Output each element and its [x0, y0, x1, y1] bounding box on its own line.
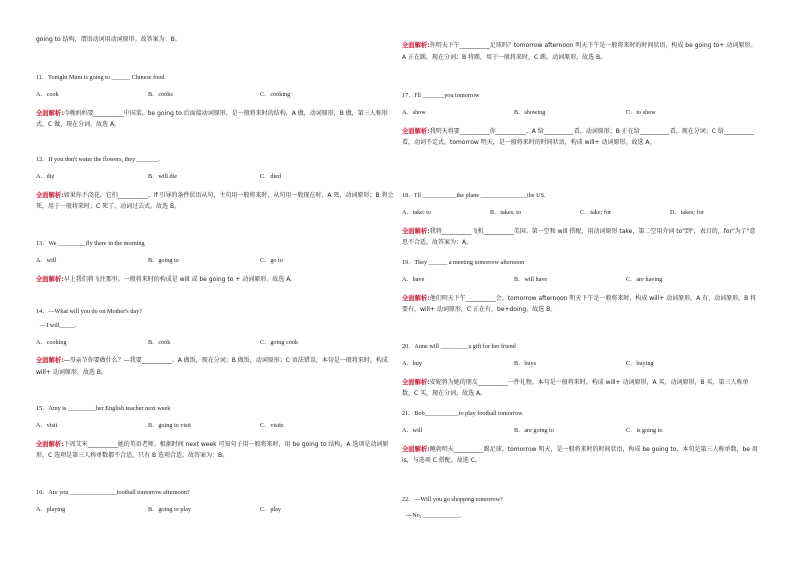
- analysis-tag: 全面解析:: [402, 294, 430, 302]
- analysis: [36, 439, 394, 462]
- option-a: A．show: [402, 108, 426, 116]
- option-b: B．will die: [148, 172, 178, 180]
- question-21: [402, 410, 760, 466]
- question-text: 12．If you don't water the flowers, they _______.: [36, 156, 160, 163]
- analysis-text: 如果你不浇花，它们__________。if 引导的条件状语从句，主句用一般将来时，从句用一般现在时，A 死，动词原形；B 将会死，用于一般将来时；C 死了，动词过去式。故选 B。: [36, 191, 394, 211]
- options: [36, 506, 394, 514]
- analysis-text: 我将__________飞机__________美国。第一空和 will 搭配，用动词原形 take，第二空用介词 to"到"，表目的，for"为了"意思不合适。故答案为：A。: [402, 227, 756, 247]
- question-text: 17．I'll _______you tomorrow: [402, 92, 480, 99]
- analysis-text: —母亲节你要做什么？—我要__________。A 做饭，现在分词；B 做饭，动词原形；C 语法错误，本句是一般将来时，构成 will+ 动词原形，故选 B。: [36, 357, 388, 376]
- question-14: [36, 308, 394, 378]
- question-12: [36, 156, 394, 212]
- option-c: C．to show: [626, 108, 656, 116]
- question-reply: —I will_____.: [40, 321, 77, 329]
- option-b: B．takes; to: [490, 208, 522, 216]
- option-a: A．cooking: [36, 338, 67, 346]
- question-20: [402, 343, 760, 399]
- question-13: [36, 240, 394, 285]
- option-c: C．going cook: [260, 338, 298, 346]
- analysis-tag: 全面解析:: [402, 445, 430, 453]
- analysis-tag: 全面解析:: [36, 109, 64, 117]
- question-text: 11．Tonight Mum is going to ______ Chinese food: [36, 74, 165, 81]
- option-a: A．visit: [36, 421, 58, 429]
- analysis-tag: 全面解析:: [36, 275, 64, 283]
- analysis-tag: 全面解析:: [36, 440, 64, 448]
- question-text: 13．We _________fly there in the morning: [36, 240, 145, 247]
- analysis-text: 你明天下午__________足球吗？tomorrow afternoon 明天下午是一般将来时的时间状语，构成 be going to+ 动词原形。A 正在踢，现在分词；B 将踢，用于一般将来时，C 踢，动词原形，故选 B。: [402, 42, 757, 61]
- analysis: [36, 274, 394, 286]
- option-a: A．cook: [36, 90, 59, 98]
- analysis-text: 鲍勃明天__________踢足球。tomorrow 明天，是一般将来时的时间状语，构成 be going to，本句是第三人称单数，be 用 is，与选项 C 搭配。故选 C。: [402, 445, 758, 465]
- analysis: [36, 190, 394, 213]
- option-a: A．have: [402, 275, 425, 283]
- analysis-text: 下周艾米__________她的英语老师。根据时间 next week 可知句子用一般将来时，用 be going to 结构，A 选项是动词原形，C 选项是第三人称单数都不合适。只有 B 选项合适。故答案为：B。: [36, 440, 389, 460]
- analysis: [402, 226, 760, 249]
- analysis-tag: 全面解析:: [36, 357, 64, 365]
- option-b: B．are going to: [514, 426, 554, 434]
- option-b: B．cook: [148, 338, 171, 346]
- analysis-tag: 全面解析:: [36, 191, 64, 199]
- option-a: A．take; to: [402, 208, 432, 216]
- option-c: C．go to: [260, 256, 283, 264]
- question-text: 16．Are you _______________football tomorrow afternoon?: [36, 489, 190, 496]
- option-b: B．going to play: [148, 505, 191, 513]
- option-c: C．buying: [626, 359, 654, 367]
- options: [402, 209, 760, 217]
- options: [402, 109, 760, 117]
- question-11: [36, 74, 394, 130]
- option-c: C．play: [260, 505, 281, 513]
- option-b: B．going to: [148, 256, 179, 264]
- left-top-continuation: going to 结构，谓语动词用动词原形。故答案为：B。: [36, 36, 181, 43]
- question-15: [36, 405, 394, 461]
- options: [36, 91, 394, 99]
- analysis: [402, 126, 760, 149]
- question-18: [402, 192, 760, 248]
- question-19: [402, 259, 760, 315]
- option-c: C．visits: [260, 421, 284, 429]
- options: [402, 427, 760, 435]
- question-text: 19．They ______ a meeting tomorrow afternoon: [402, 259, 525, 266]
- analysis-text: 今晚妈妈要__________中国菜。be going to 后面接动词原形，是一般将来时的结构，A 做，动词原形，B 做，第三人称形式，C 做，现在分词，故选 A。: [36, 109, 388, 129]
- option-d: D．takes; for: [670, 208, 704, 216]
- options: [36, 173, 394, 181]
- option-c: C．is going to: [626, 426, 663, 434]
- option-a: A．buy: [402, 359, 422, 367]
- analysis-text: 我明天将要__________你__________。A 给__________看，动词原形；B 正在给__________看，现在分词；C 给__________看，动词不定式，tomorrow 明天，是一般将来时的时间状语，构成 will+ 动词原形。故选 A。: [402, 127, 754, 147]
- option-a: A．will: [36, 256, 57, 264]
- analysis-tag: 全面解析:: [402, 378, 430, 386]
- option-c: C．died: [260, 172, 281, 180]
- analysis-text: 早上我们将飞往那里。一般将来时的构成是 will 或 be going to + 动词原形。故选 A。: [63, 275, 297, 283]
- option-c: C．cooking: [260, 90, 291, 98]
- options: [36, 339, 394, 347]
- question-16-analysis: [402, 40, 760, 63]
- analysis-tag: 全面解析:: [402, 227, 430, 235]
- question-text: 18．I'll ___________the plane _______________the US.: [402, 192, 546, 199]
- option-a: A．playing: [36, 505, 66, 513]
- analysis: [402, 40, 760, 63]
- analysis: [36, 108, 394, 131]
- question-17: [402, 92, 760, 148]
- analysis-text: 安妮将为她的朋友__________一件礼物。本句是一般将来时，构成 will+ 动词原形，A 买，动词原形，B 买，第三人称单数，C 买，现在分词，故选 A。: [402, 378, 749, 398]
- question-text: 15．Amy is _________her English teacher next week: [36, 405, 171, 412]
- option-a: A．will: [402, 426, 423, 434]
- question-text: 21．Bob___________to play football tomorrow.: [402, 410, 524, 417]
- options: [402, 276, 760, 284]
- option-a: A．die: [36, 172, 55, 180]
- analysis: [402, 444, 760, 467]
- question-text: 14．—What will you do on Mother's day?: [36, 308, 142, 315]
- analysis-tag: 全面解析:: [402, 127, 430, 135]
- analysis: [402, 293, 760, 316]
- option-b: B．cooks: [148, 90, 173, 98]
- option-c: C．are having: [626, 275, 663, 283]
- analysis-tag: 全面解析:: [402, 42, 430, 49]
- option-c: C．take; for: [580, 208, 612, 216]
- question-reply: —No, ____________.: [406, 511, 462, 519]
- option-b: B．going to visit: [148, 421, 191, 429]
- option-b: B．buys: [514, 359, 537, 367]
- analysis-text: 他们明天下午__________会。tomorrow afternoon 明天下午是一般将来时，构成 will+ 动词原形，A 有，动词原形，B 将要有，will+ 动词原形，C 正在有，be+doing。故选 B。: [402, 294, 757, 314]
- question-text: 22．—Will you go shopping tomorrow?: [402, 496, 503, 503]
- option-b: B．will have: [514, 275, 548, 283]
- question-text: 20．Anne will _________a gift for her friend: [402, 343, 516, 350]
- question-16: [36, 489, 394, 514]
- options: [36, 257, 394, 265]
- analysis: [402, 377, 760, 400]
- options: [36, 422, 394, 430]
- options: [402, 360, 760, 368]
- question-22: [402, 496, 760, 520]
- option-b: B．showing: [514, 108, 546, 116]
- analysis: [36, 355, 394, 378]
